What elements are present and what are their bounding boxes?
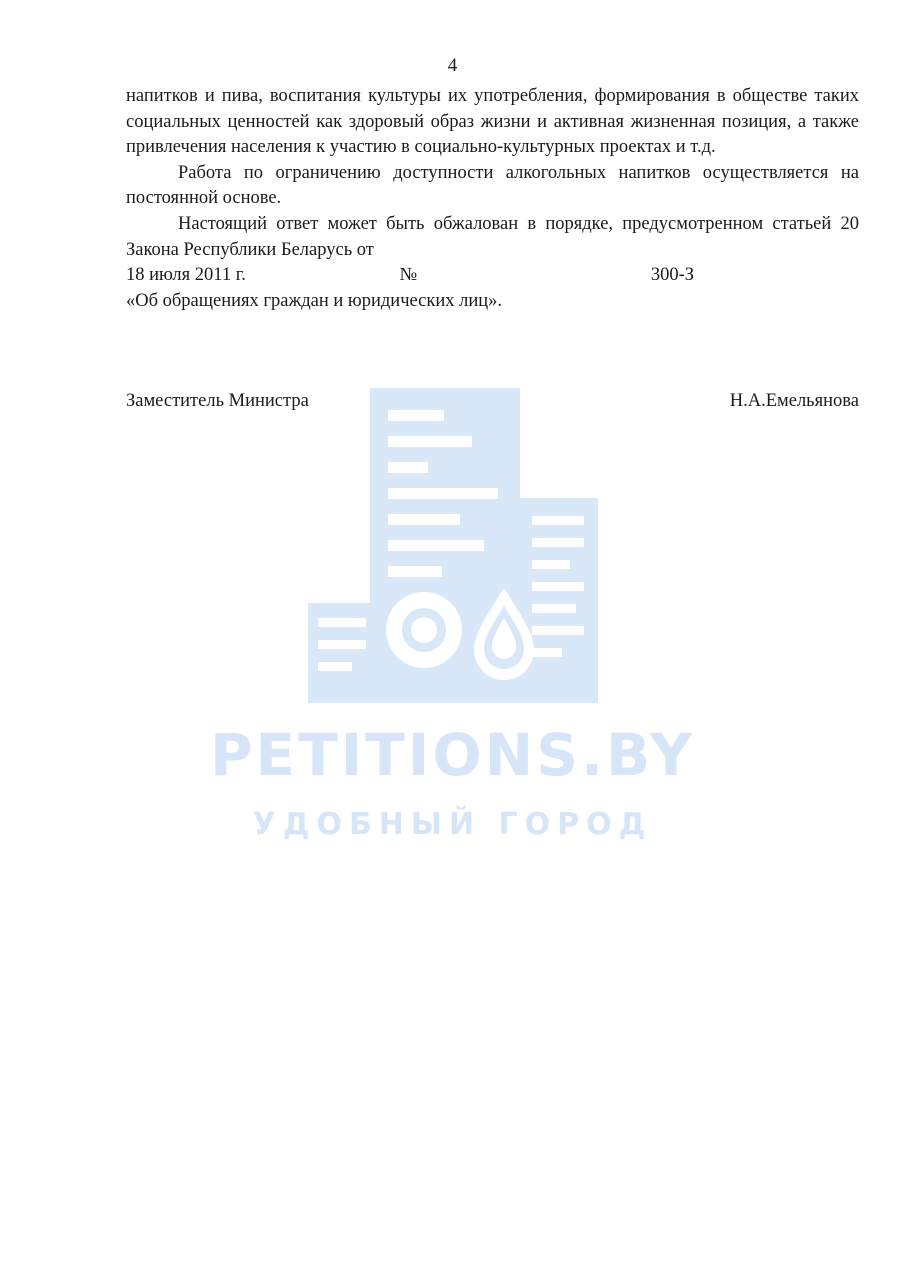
signatory-position: Заместитель Министра [126, 391, 309, 411]
law-date: 18 июля 2011 г. [126, 265, 246, 286]
watermark-title: PETITIONS.BY [209, 721, 696, 789]
law-number: 300-З [650, 265, 694, 286]
signatory-name: Н.А.Емельянова [729, 391, 859, 411]
paragraph-3: Настоящий ответ может быть обжалован в порядке, предусмотренном статьей 20 Закона Республики Беларусь от [126, 213, 859, 260]
watermark [0, 380, 905, 900]
law-reference-line [126, 263, 859, 289]
paragraph-2: Работа по ограничению доступности алкогольных напитков осуществляется на постоянной основе. [126, 162, 859, 209]
petitions-logo-icon [298, 388, 598, 703]
law-title: «Об обращениях граждан и юридических лиц». [126, 290, 503, 311]
page-number: 4 [447, 55, 458, 76]
number-sign: № [399, 265, 418, 286]
paragraph-1: напитков и пива, воспитания культуры их употребления, формирования в обществе таких социальных ценностей как здоровый образ жизни и активная жизненная позиция, а также привлечения населения к участию в социально-культурных проектах и т.д. [126, 86, 859, 158]
document-body [126, 84, 859, 314]
signature-block [126, 389, 859, 414]
watermark-subtitle: УДОБНЫЙ ГОРОД [252, 807, 653, 842]
